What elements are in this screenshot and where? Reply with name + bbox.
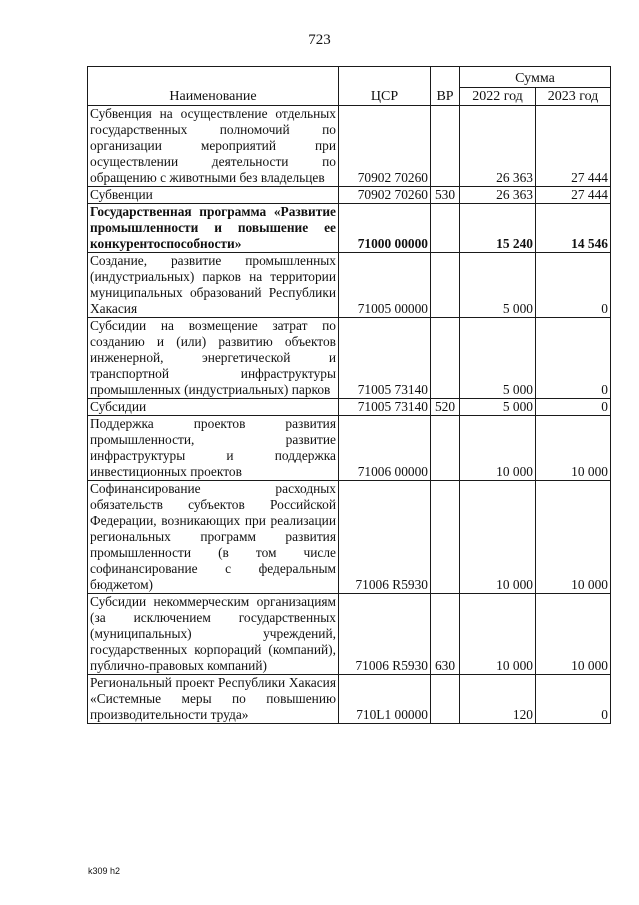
row-vr: 630	[431, 594, 460, 675]
table-row	[88, 416, 611, 481]
row-vr	[431, 253, 460, 318]
row-csr: 71005 73140	[339, 399, 431, 416]
table-body	[88, 106, 611, 724]
row-value-2022: 120	[460, 675, 536, 724]
column-header-name: Наименование	[88, 67, 339, 106]
budget-table	[87, 66, 611, 724]
row-name: Поддержка проектов развития промышленности, развитие инфраструктуры и поддержка инвестиционных проектов	[88, 416, 339, 481]
row-value-2023: 27 444	[536, 187, 611, 204]
row-name: Субсидии	[88, 399, 339, 416]
column-header-2023: 2023 год	[536, 88, 611, 106]
row-value-2023: 14 546	[536, 204, 611, 253]
table-row	[88, 187, 611, 204]
table-row	[88, 106, 611, 187]
row-value-2023: 0	[536, 675, 611, 724]
row-name: Софинансирование расходных обязательств субъектов Российской Федерации, возникающих при реализации региональных программ развития промышленности (в том числе софинансирование с федеральным бюджетом)	[88, 481, 339, 594]
row-value-2022: 26 363	[460, 106, 536, 187]
table-row	[88, 675, 611, 724]
row-value-2022: 26 363	[460, 187, 536, 204]
row-value-2023: 10 000	[536, 416, 611, 481]
table-row	[88, 594, 611, 675]
row-vr: 520	[431, 399, 460, 416]
row-value-2022: 5 000	[460, 318, 536, 399]
row-csr: 71000 00000	[339, 204, 431, 253]
row-vr	[431, 106, 460, 187]
row-value-2022: 5 000	[460, 253, 536, 318]
table-row	[88, 253, 611, 318]
row-csr: 71005 73140	[339, 318, 431, 399]
row-name: Субсидии некоммерческим организациям (за исключением государственных (муниципальных) учреждений, государственных корпораций (компаний), публично-правовых компаний)	[88, 594, 339, 675]
row-csr: 71006 R5930	[339, 481, 431, 594]
row-name: Государственная программа «Развитие промышленности и повышение ее конкурентоспособности»	[88, 204, 339, 253]
row-value-2022: 15 240	[460, 204, 536, 253]
row-value-2023: 0	[536, 253, 611, 318]
row-name: Субсидии на возмещение затрат по созданию и (или) развитию объектов инженерной, энергетической и транспортной инфраструктуры промышленных (индустриальных) парков	[88, 318, 339, 399]
table-row	[88, 318, 611, 399]
row-vr	[431, 481, 460, 594]
row-value-2022: 10 000	[460, 416, 536, 481]
row-vr	[431, 204, 460, 253]
row-csr: 70902 70260	[339, 187, 431, 204]
row-vr	[431, 416, 460, 481]
table-row	[88, 204, 611, 253]
row-vr	[431, 675, 460, 724]
row-name: Создание, развитие промышленных (индустриальных) парков на территории муниципальных образований Республики Хакасия	[88, 253, 339, 318]
row-value-2022: 5 000	[460, 399, 536, 416]
row-name: Субвенции	[88, 187, 339, 204]
row-csr: 71006 R5930	[339, 594, 431, 675]
page-number: 723	[308, 32, 331, 48]
row-csr: 70902 70260	[339, 106, 431, 187]
row-value-2022: 10 000	[460, 594, 536, 675]
table-row	[88, 481, 611, 594]
row-name: Субвенция на осуществление отдельных государственных полномочий по организации мероприятий при осуществлении деятельности по обращению с животными без владельцев	[88, 106, 339, 187]
row-csr: 71006 00000	[339, 416, 431, 481]
row-csr: 71005 00000	[339, 253, 431, 318]
column-header-sum: Сумма	[460, 67, 611, 88]
row-name: Региональный проект Республики Хакасия «Системные меры по повышению производительности труда»	[88, 675, 339, 724]
column-header-vr: ВР	[431, 67, 460, 106]
row-vr	[431, 318, 460, 399]
row-csr: 710L1 00000	[339, 675, 431, 724]
row-value-2023: 0	[536, 318, 611, 399]
footer-code: k309 h2	[88, 866, 121, 876]
row-value-2023: 0	[536, 399, 611, 416]
row-vr: 530	[431, 187, 460, 204]
row-value-2023: 10 000	[536, 594, 611, 675]
column-header-2022: 2022 год	[460, 88, 536, 106]
column-header-csr: ЦСР	[339, 67, 431, 106]
row-value-2022: 10 000	[460, 481, 536, 594]
row-value-2023: 27 444	[536, 106, 611, 187]
table-row	[88, 399, 611, 416]
row-value-2023: 10 000	[536, 481, 611, 594]
